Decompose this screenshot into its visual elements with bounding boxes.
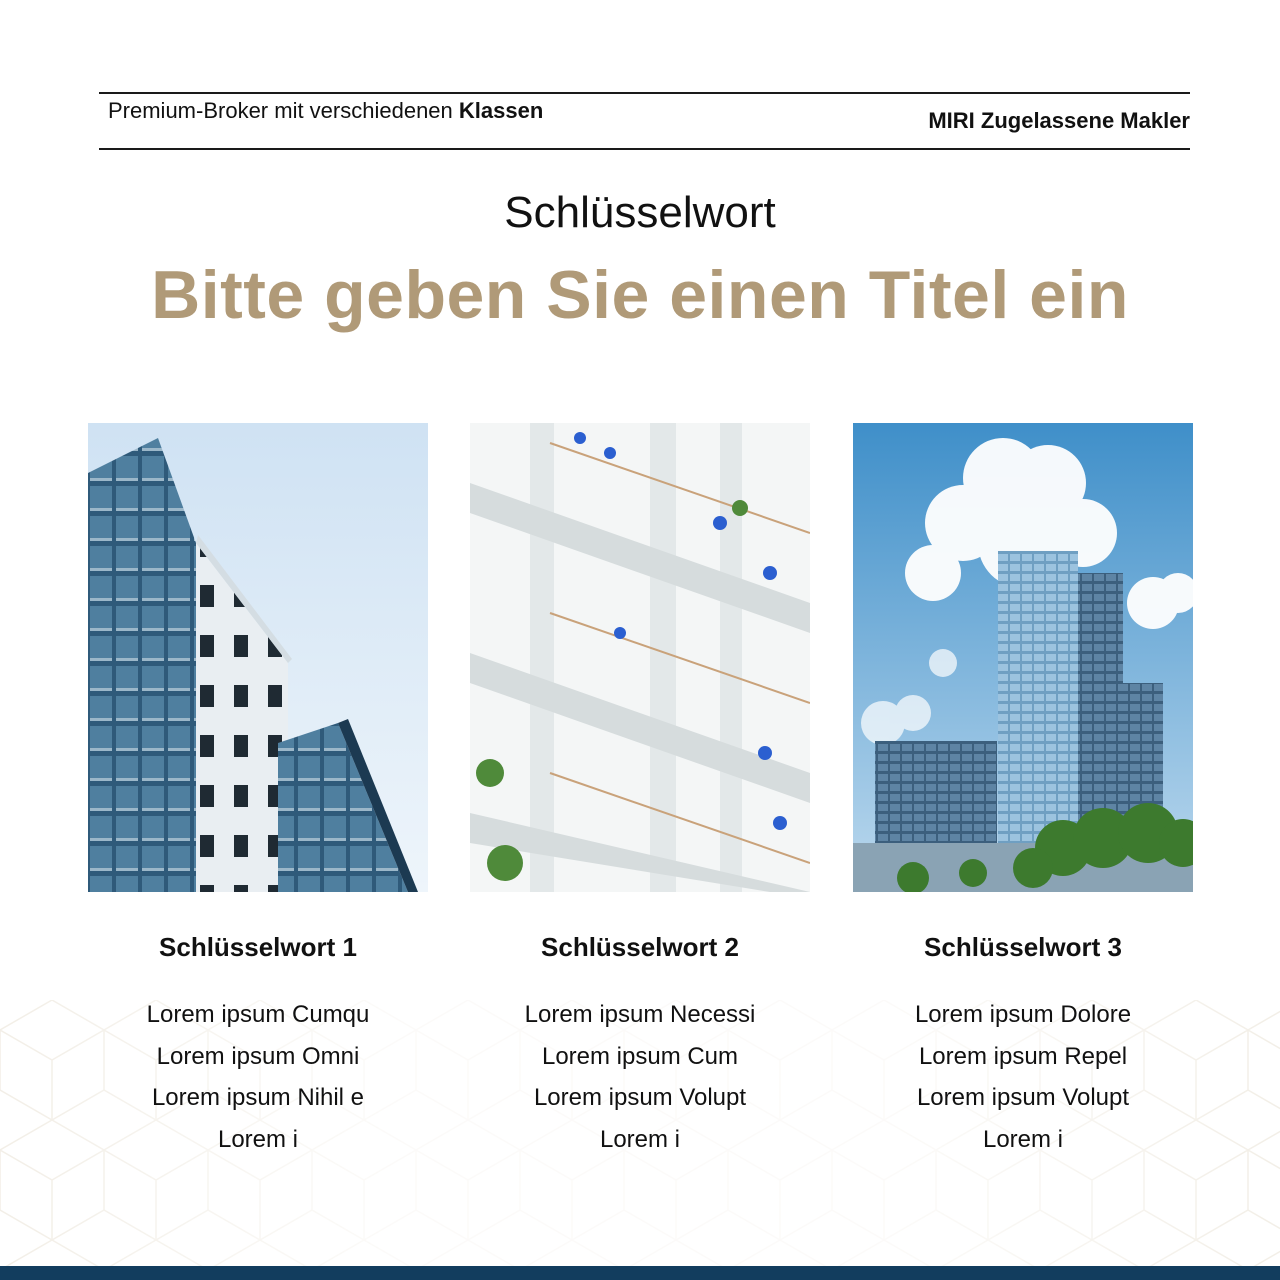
card-3-line-4: Lorem i xyxy=(982,1126,1064,1154)
card-1-title: Schlüsselwort 1 xyxy=(159,932,357,962)
card-3-image xyxy=(853,423,1193,892)
header-bar xyxy=(99,92,1190,150)
header-brand: MIRI Zugelassene Makler xyxy=(928,108,1190,133)
card-2-text xyxy=(470,994,810,1161)
card-1-text xyxy=(88,994,428,1161)
card-3-title: Schlüsselwort 3 xyxy=(924,932,1122,962)
card-2-image xyxy=(470,423,810,892)
card-2-title: Schlüsselwort 2 xyxy=(541,932,739,962)
footer-bar xyxy=(0,1266,1280,1280)
card-3-line-1: Lorem ipsum Dolore xyxy=(914,1001,1132,1028)
card-3-line-3: Lorem ipsum Volupt xyxy=(916,1084,1130,1112)
card-1-line-2: Lorem ipsum Omni xyxy=(156,1042,360,1070)
hero-title: Bitte geben Sie einen Titel ein xyxy=(151,257,1129,333)
card-1-line-1: Lorem ipsum Cumqu xyxy=(146,1001,370,1028)
card-1-line-4: Lorem i xyxy=(217,1126,299,1154)
card-2-line-1: Lorem ipsum Necessi xyxy=(524,1001,756,1028)
header-tagline: Premium-Broker mit verschiedenen Klassen xyxy=(108,98,544,123)
header-tagline-bold: Klassen xyxy=(458,98,544,123)
card-1-image xyxy=(88,423,428,892)
card-2-line-3: Lorem ipsum Volupt xyxy=(533,1084,747,1112)
card-3-line-2: Lorem ipsum Repel xyxy=(918,1042,1128,1070)
card-1-line-3: Lorem ipsum Nihil e xyxy=(151,1084,365,1112)
card-2-line-4: Lorem i xyxy=(599,1126,681,1154)
card-3-text xyxy=(853,994,1193,1161)
card-2-line-2: Lorem ipsum Cum xyxy=(541,1042,739,1070)
hero-kicker: Schlüsselwort xyxy=(504,188,776,237)
